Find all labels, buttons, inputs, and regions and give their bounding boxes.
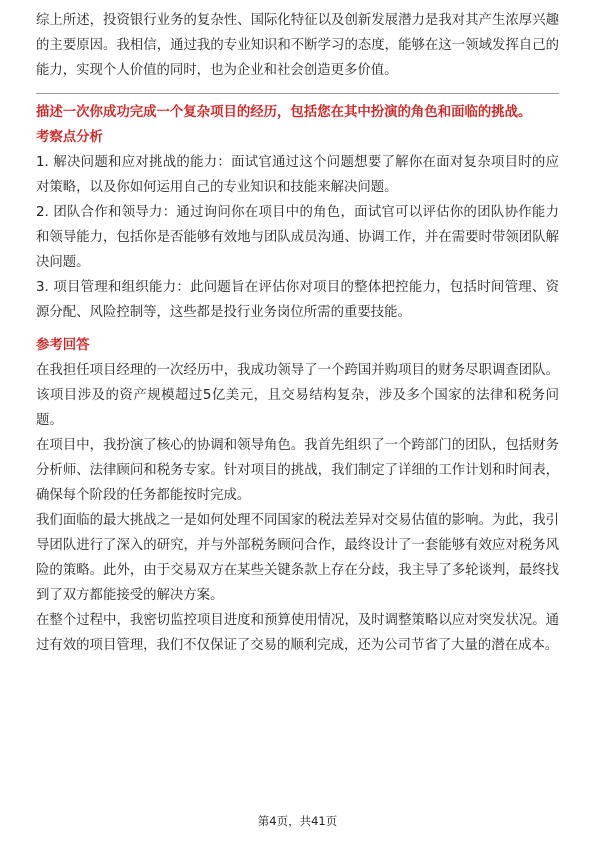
analysis-item: 2. 团队合作和领导力：通过询问你在项目中的角色，面试官可以评估你的团队协作能力和领导能力，包括你是否能够有效地与团队成员沟通、协调工作，并在需要时带领团队解决问题。	[36, 205, 559, 270]
answer-section	[36, 335, 559, 658]
answer-heading: 参考回答	[36, 338, 90, 353]
analysis-item: 3. 项目管理和组织能力：此问题旨在评估你对项目的整体把控能力，包括时间管理、资源分配、风险控制等，这些都是投行业务岗位所需的重要技能。	[36, 280, 559, 320]
answer-paragraph: 我们面临的最大挑战之一是如何处理不同国家的税法差异对交易估值的影响。为此，我引导团队进行了深入的研究，并与外部税务顾问合作，最终设计了一套能够有效应对税务风险的策略。此外，由于交易双方在某些关键条款上存在分歧，我主导了多轮谈判，最终找到了双方都能接受的解决方案。	[36, 513, 559, 603]
intro-paragraph: 综上所述，投资银行业务的复杂性、国际化特征以及创新发展潜力是我对其产生浓厚兴趣的主要原因。我相信，通过我的专业知识和不断学习的态度，能够在这一领域发挥自己的能力，实现个人价值的同时，也为企业和社会创造更多价值。	[36, 13, 559, 78]
answer-paragraph: 在项目中，我扮演了核心的协调和领导角色。我首先组织了一个跨部门的团队，包括财务分析师、法律顾问和税务专家。针对项目的挑战，我们制定了详细的工作计划和时间表，确保每个阶段的任务都能按时完成。	[36, 438, 559, 503]
analysis-heading: 考察点分析	[36, 130, 103, 145]
section-divider	[36, 93, 559, 94]
page-content	[36, 8, 559, 658]
analysis-item: 1. 解决问题和应对挑战的能力：面试官通过这个问题想要了解你在面对复杂项目时的应对策略，以及你如何运用自己的专业知识和技能来解决问题。	[36, 155, 559, 195]
page-number-footer: 第4页，共41页	[257, 814, 338, 828]
analysis-section	[36, 127, 559, 325]
answer-paragraph: 在整个过程中，我密切监控项目进度和预算使用情况，及时调整策略以应对突发状况。通过有效的项目管理，我们不仅保证了交易的顺利完成，还为公司节省了大量的潜在成本。	[36, 613, 559, 653]
answer-paragraph: 在我担任项目经理的一次经历中，我成功领导了一个跨国并购项目的财务尽职调查团队。该项目涉及的资产规模超过5亿美元，且交易结构复杂，涉及多个国家的法律和税务问题。	[36, 363, 559, 428]
interview-question: 描述一次你成功完成一个复杂项目的经历，包括您在其中扮演的角色和面临的挑战。	[36, 105, 532, 120]
